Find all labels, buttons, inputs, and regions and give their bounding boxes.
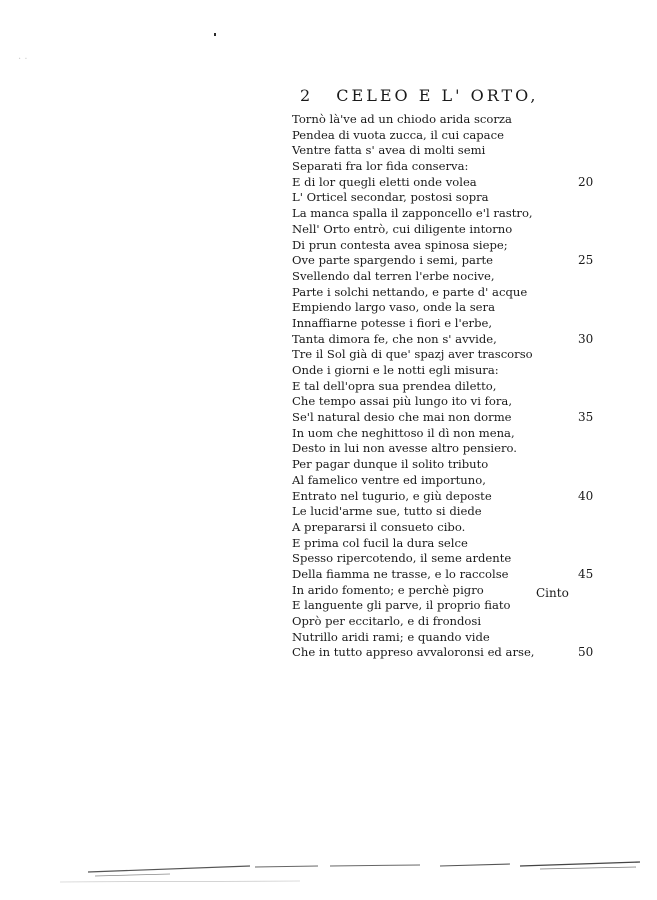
verse-line [292, 112, 622, 128]
verse-text: Che tempo assai più lungo ito vi fora, [292, 394, 512, 409]
verse-line [292, 332, 622, 348]
verse-text: E tal dell'opra sua prendea diletto, [292, 378, 497, 393]
verse-line [292, 583, 622, 599]
verse-line [292, 441, 622, 457]
verse-line [292, 253, 622, 269]
poem-text [292, 112, 622, 661]
verse-text: Innaffiarne potesse i fiori e l'erbe, [292, 315, 493, 330]
verse-text: Nutrillo aridi rami; e quando vide [292, 629, 490, 644]
verse-line [292, 190, 622, 206]
verse-text: In uom che neghittoso il dì non mena, [292, 425, 515, 440]
verse-text: La manca spalla il zapponcello e'l rastro, [292, 206, 533, 221]
line-number: 30 [578, 331, 594, 346]
verse-text: Svellendo dal terren l'erbe nocive, [292, 268, 495, 283]
verse-text: Per pagar dunque il solito tributo [292, 457, 489, 472]
verse-text: Empiendo largo vaso, onde la sera [292, 300, 495, 315]
verse-line [292, 143, 622, 159]
page-number: 2 [300, 86, 311, 105]
verse-line [292, 379, 622, 395]
verse-line [292, 269, 622, 285]
verse-text: Parte i solchi nettando, e parte d' acque [292, 284, 528, 299]
verse-line [292, 598, 622, 614]
line-number: 50 [578, 645, 594, 660]
verse-text: Della fiamma ne trasse, e lo raccolse [292, 566, 509, 581]
verse-text: Pendea di vuota zucca, il cui capace [292, 127, 504, 142]
line-number: 40 [578, 488, 594, 503]
verse-line [292, 347, 622, 363]
verse-text: L' Orticel secondar, postosi sopra [292, 190, 489, 205]
line-number: 25 [578, 253, 594, 268]
running-title: CELEO E L' ORTO, [336, 86, 539, 105]
verse-text: E prima col fucil la dura selce [292, 535, 468, 550]
verse-text: Tornò là've ad un chiodo arida scorza [292, 112, 512, 126]
verse-text: Onde i giorni e le notti egli misura: [292, 363, 499, 377]
verse-line [292, 316, 622, 332]
verse-text: Tanta dimora fe, che non s' avvide, [292, 331, 497, 346]
verse-line [292, 551, 622, 567]
verse-text: E languente gli parve, il proprio fiato [292, 598, 511, 613]
verse-line [292, 489, 622, 505]
verse-text: E di lor quegli eletti onde volea [292, 174, 477, 189]
verse-text: Tre il Sol già di que' spazj aver trascorso [292, 347, 533, 362]
verse-line [292, 645, 622, 661]
verse-line [292, 394, 622, 410]
verse-line [292, 206, 622, 222]
verse-text: In arido fomento; e perchè pigro [292, 582, 484, 597]
verse-text: Oprò per eccitarlo, e di frondosi [292, 614, 482, 628]
ink-speck [214, 33, 216, 36]
verse-line [292, 128, 622, 144]
verse-line [292, 567, 622, 583]
verse-text: A prepararsi il consueto cibo. [292, 519, 466, 534]
verse-text: Che in tutto appreso avvaloronsi ed arse, [292, 645, 535, 660]
verse-text: Separati fra lor fida conserva: [292, 159, 469, 174]
verse-line [292, 222, 622, 238]
verse-line [292, 614, 622, 630]
verse-text: Desto in lui non avesse altro pensiero. [292, 441, 517, 456]
verse-text: Entrato nel tugurio, e giù deposte [292, 488, 492, 503]
verse-line [292, 410, 622, 426]
verse-line [292, 520, 622, 536]
verse-text: Ove parte spargendo i semi, parte [292, 253, 494, 268]
verse-line [292, 630, 622, 646]
verse-line [292, 300, 622, 316]
verse-line [292, 536, 622, 552]
verse-line [292, 159, 622, 175]
verse-text: Al famelico ventre ed importuno, [292, 472, 486, 487]
verse-line [292, 285, 622, 301]
verse-text: Nell' Orto entrò, cui diligente intorno [292, 221, 513, 236]
verse-line [292, 473, 622, 489]
verse-line [292, 426, 622, 442]
verse-line [292, 175, 622, 191]
verse-text: Spesso ripercotendo, il seme ardente [292, 551, 512, 566]
verse-line [292, 363, 622, 379]
verse-line [292, 457, 622, 473]
line-number: 20 [578, 174, 594, 189]
verse-text: Le lucid'arme sue, tutto si diede [292, 504, 482, 519]
running-header [300, 86, 538, 105]
catchword: Cinto [536, 586, 569, 600]
line-number: 35 [578, 410, 594, 425]
verse-line [292, 238, 622, 254]
verse-line [292, 504, 622, 520]
verse-text: Ventre fatta s' avea di molti semi [292, 143, 486, 158]
line-number: 45 [578, 566, 594, 581]
bleed-through-mark: · · [18, 54, 28, 65]
verse-text: Di prun contesta avea spinosa siepe; [292, 237, 508, 252]
verse-text: Se'l natural desio che mai non dorme [292, 410, 512, 425]
